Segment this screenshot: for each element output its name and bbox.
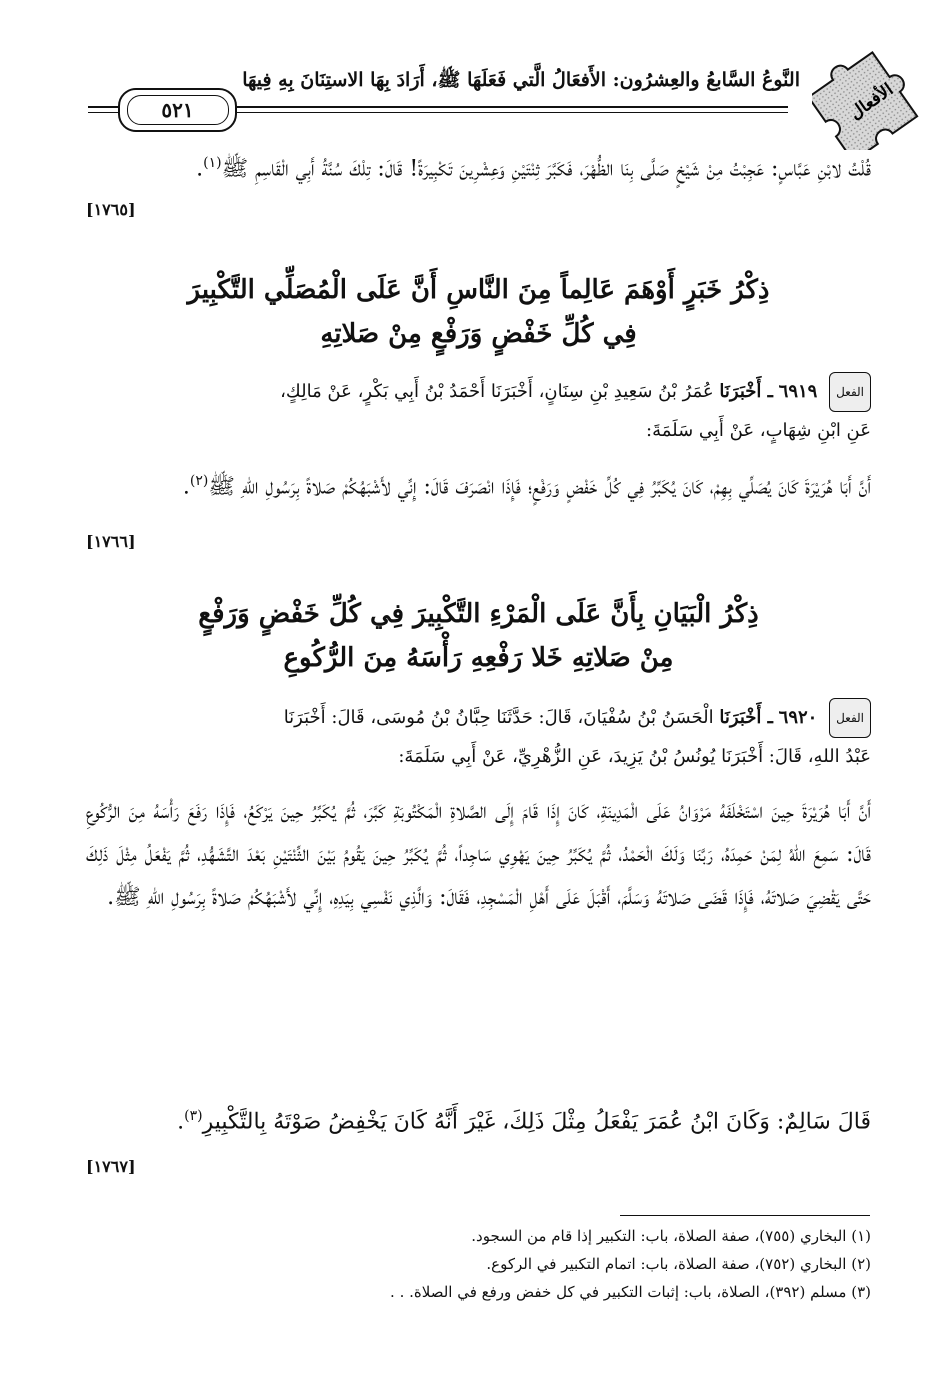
isnad-text-cont: عَنِ ابْنِ شِهَابٍ، عَنْ أَبِي سَلَمَةَ: bbox=[646, 420, 871, 441]
paragraph-text: قُلْتُ لابْنِ عَبَّاسٍ: عَجِبْتُ مِنْ شَيْخٍ صَلَّى بِنَا الظُّهْرَ، فَكَبَّرَ ثِنْتَيْنِ وَعِشْرِينَ تَكْبِيرَةً! قَالَ: تِلْكَ سُنَّةُ أَبِي الْقَاسِمِ ﷺ bbox=[221, 156, 871, 182]
footnote-mark: (٣) bbox=[184, 1108, 203, 1124]
salim-text: قَالَ سَالِمٌ: وَكَانَ ابْنُ عُمَرَ يَفْعَلُ مِثْلَ ذَلِكَ، غَيْرَ أَنَّهُ كَانَ يَخْفِضُ صَوْتَهُ بِالتَّكْبِيرِ bbox=[202, 1109, 871, 1135]
paragraph-intro bbox=[86, 142, 871, 190]
footnote-2: (٢) البخاري (٧٥٢)، صفة الصلاة، باب: اتمام التكبير في الركوع. bbox=[486, 1255, 871, 1273]
hadith-number: ٦٩٢٠ bbox=[778, 707, 818, 728]
heading-line-2: فِي كُلِّ خَفْضٍ وَرَفْعٍ مِنْ صَلاتِهِ bbox=[320, 319, 637, 349]
page-number: ٥٢١ bbox=[127, 95, 229, 125]
sentence-end: . bbox=[196, 156, 204, 182]
puzzle-label: الأفعال bbox=[846, 79, 898, 124]
hadith-isnad bbox=[86, 698, 871, 776]
heading-line-2: مِنْ صَلاتِهِ خَلا رَفْعِهِ رَأْسَهُ مِنَ الرُّكُوعِ bbox=[283, 643, 674, 673]
hadith-ref-number: [١٧٦٧] bbox=[86, 1157, 136, 1176]
hadith-ref-number: [١٧٦٦] bbox=[86, 532, 136, 551]
running-title: النَّوعُ السَّابعُ والعِشرُون: الأَفعَالُ الَّتي فَعَلَهَا ﷺ، أَرَادَ بِهَا الاستِنَانَ بِهِ فِيهَا bbox=[242, 69, 800, 91]
akhbarana-label: ـ أَخْبَرَنَا bbox=[719, 381, 773, 402]
puzzle-piece-icon bbox=[812, 32, 930, 150]
sentence-end: . bbox=[177, 1109, 185, 1135]
matn-text: أَنَّ أَبَا هُرَيْرَةَ كَانَ يُصَلِّي بِهِمْ، كَانَ يُكَبِّرُ فِي كُلِّ خَفْضٍ وَرَفْعٍ؛ فَإِذَا انْصَرَفَ قَالَ: إِنِّي لأَشْبَهُكُمْ صَلاةً بِرَسُولِ اللهِ ﷺ bbox=[208, 474, 871, 500]
footnote-3: (٣) مسلم (٣٩٢)، الصلاة، باب: إثبات التكبير في كل خفض ورفع في الصلاة. . . bbox=[390, 1283, 871, 1301]
category-tag: الفعل bbox=[829, 698, 871, 738]
isnad-text: عُمَرُ بْنُ سَعِيدِ بْنِ سِنَانٍ، أَخْبَرَنَا أَحْمَدُ بْنُ أَبِي بَكْرٍ، عَنْ مَالِكٍ، bbox=[280, 381, 714, 402]
sentence-end: . bbox=[182, 474, 190, 500]
hadith-matn bbox=[86, 790, 871, 919]
category-tag: الفعل bbox=[829, 372, 871, 412]
isnad-text-cont: عَبْدُ اللهِ، قَالَ: أَخْبَرَنَا يُونُسُ بْنُ يَزِيدَ، عَنِ الزُّهْرِيِّ، عَنْ أَبِي سَلَمَةَ: bbox=[398, 746, 871, 767]
heading-line-1: ذِكْرُ الْبَيَانِ بِأَنَّ عَلَى الْمَرْءِ التَّكْبِيرَ فِي كُلِّ خَفْضٍ وَرَفْعٍ bbox=[198, 599, 759, 629]
footnotes bbox=[86, 1222, 871, 1306]
matn-text: أَنَّ أَبَا هُرَيْرَةَ حِينَ اسْتَخْلَفَهُ مَرْوَانُ عَلَى الْمَدِينَةِ، كَانَ إِذَا قَامَ إِلَى الصَّلاةِ الْمَكْتُوبَةِ كَبَّرَ، ثُمَّ يُكَبِّرُ حِينَ يَرْكَعُ، فَإِذَا رَفَعَ رَأْسَهُ مِنَ الرُّكُوعِ قَالَ: سَمِعَ اللهُ لِمَنْ حَمِدَهُ، رَبَّنَا وَلَكَ الْحَمْدُ، ثُمَّ يُكَبِّرُ حِينَ يَهْوِي سَاجِداً، ثُمَّ يُكَبِّرُ حِينَ يَقُومُ بَيْنَ الثِّنْتَيْنِ بَعْدَ التَّشَهُّدِ، ثُمَّ يَفْعَلُ مِثْلَ ذَلِكَ حَتَّى يَقْضِيَ صَلاتَهُ، فَإِذَا قَضَى صَلاتَهُ وَسَلَّمَ، أَقْبَلَ عَلَى أَهْلِ الْمَسْجِدِ، فَقَالَ: وَالَّذِي نَفْسِي بِيَدِهِ، إِنِّي لأَشْبَهُكُمْ صَلاةً بِرَسُولِ اللهِ ﷺ. bbox=[86, 799, 871, 910]
section-heading bbox=[86, 592, 871, 680]
footnote-1: (١) البخاري (٧٥٥)، صفة الصلاة، باب: التكبير إذا قام من السجود. bbox=[471, 1227, 871, 1245]
hadith-number: ٦٩١٩ bbox=[778, 381, 818, 402]
footnote-separator bbox=[620, 1215, 870, 1216]
hadith-addition bbox=[86, 1095, 871, 1143]
hadith-ref-number: [١٧٦٥] bbox=[86, 200, 136, 219]
hadith-isnad bbox=[86, 372, 871, 450]
isnad-text: الْحَسَنُ بْنُ سُفْيَانَ، قَالَ: حَدَّثَنَا حِبَّانُ بْنُ مُوسَى، قَالَ: أَخْبَرَنَا bbox=[283, 707, 714, 728]
heading-line-1: ذِكْرُ خَبَرٍ أَوْهَمَ عَالِماً مِنَ النَّاسِ أَنَّ عَلَى الْمُصَلِّي التَّكْبِيرَ bbox=[187, 275, 770, 305]
hadith-matn bbox=[86, 460, 871, 508]
footnote-mark: (٢) bbox=[189, 473, 209, 489]
page-number-frame bbox=[118, 88, 237, 132]
section-heading bbox=[86, 268, 871, 356]
page-header bbox=[88, 28, 930, 128]
akhbarana-label: ـ أَخْبَرَنَا bbox=[719, 707, 773, 728]
footnote-mark: (١) bbox=[203, 155, 222, 171]
